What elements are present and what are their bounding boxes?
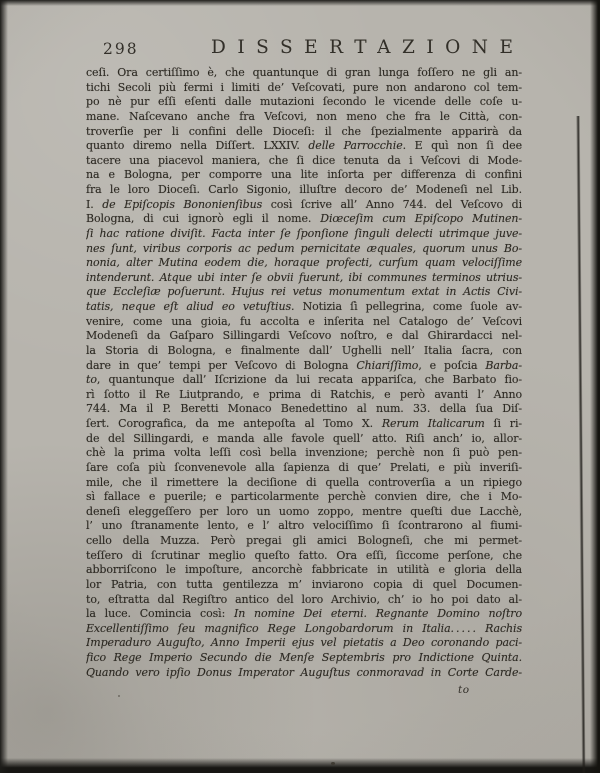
italic-text-segment: nes ſunt, viribus corporis ac pedum pernicitate æquales, quorum unus Bo- xyxy=(86,241,522,255)
roman-text-segment: teſſero di ſcrutinar meglio queſto fatto. Ora eſſi, ſiccome perſone, che xyxy=(86,548,522,562)
italic-text-segment: to xyxy=(86,373,97,387)
roman-text-segment: Bologna, di cui ignorò egli il nome. xyxy=(86,212,321,226)
italic-text-segment: Diœceſim cum Epiſcopo Mutinen- xyxy=(320,212,522,226)
italic-text-segment: Excellentiſſimo ſeu magnifico Rege Longobardorum in Italia. . . . . Rachis xyxy=(86,621,522,635)
roman-text-segment: mane. Naſcevano anche fra Veſcovi, non meno che fra le Città, con- xyxy=(86,109,522,123)
text-line xyxy=(86,315,522,330)
text-line xyxy=(86,417,522,432)
italic-text-segment: ſi hac ratione diviſit. Facta inter ſe ſponſione ſinguli delecti utrimque juve- xyxy=(86,226,522,240)
italic-text-segment: Rerum Italicarum xyxy=(381,417,485,430)
roman-text-segment: na e Bologna, per comporre una lite inſorta per differenza di confini xyxy=(86,168,522,182)
text-line xyxy=(86,329,522,344)
body-text xyxy=(86,66,522,680)
roman-text-segment: I. xyxy=(86,197,103,211)
italic-text-segment: fico Rege Imperio Secundo die Menſe Septembris pro Indictione Quinta. xyxy=(86,651,522,664)
text-line xyxy=(86,344,522,359)
text-line xyxy=(86,256,522,271)
scan-edge-shadow-top xyxy=(0,0,600,6)
paper-speck xyxy=(118,695,120,697)
roman-text-segment: 744. Ma il P. Beretti Monaco Benedettino al num. 33. della ſua Diſ- xyxy=(86,402,522,416)
italic-text-segment: Quando vero ipſio Donus Imperator Auguſtus conmoravad in Corte Carde- xyxy=(86,665,522,679)
roman-text-segment: cello della Muzza. Però pregai gli amici Bologneſi, che mi permet- xyxy=(86,534,522,547)
text-line xyxy=(86,110,522,125)
text-line xyxy=(86,461,522,476)
text-line xyxy=(86,388,522,403)
text-line xyxy=(86,666,522,681)
roman-text-segment: così ſcrive all’ Anno 744. del Veſcovo di xyxy=(262,197,522,211)
roman-text-segment: ſert. Corografica, da me antepoſta al Tomo X. xyxy=(86,417,382,430)
text-line xyxy=(86,359,522,374)
text-line xyxy=(86,519,522,534)
roman-text-segment: ceſi. Ora certiſſimo è, che quantunque di gran lunga foſſero ne gli an- xyxy=(86,66,522,79)
roman-text-segment: tichi Secoli più fermi i limiti de’ Veſcovati, pure non andarono col tem- xyxy=(86,80,522,94)
text-line xyxy=(86,432,522,447)
text-line xyxy=(86,563,522,578)
text-line xyxy=(86,154,522,169)
italic-text-segment: delle Parrocchie xyxy=(308,139,403,153)
paper-speck xyxy=(331,762,335,765)
roman-text-segment: rì ſotto il Re Liutprando, e prima di Ratchis, e però avanti l’ Anno xyxy=(86,387,522,401)
running-title: DISSERTAZIONE xyxy=(211,37,525,58)
page-fold-shadow xyxy=(576,116,586,773)
roman-text-segment: to, eſtratta dal Regiſtro antico del loro Archivio, ch’ io ho poi dato al- xyxy=(86,592,522,606)
text-line xyxy=(86,622,522,637)
roman-text-segment: deneſi eleggeſſero per loro un uomo zoppo, mentre queſti due Lacchè, xyxy=(86,504,522,518)
text-line xyxy=(86,198,522,213)
italic-text-segment: de Epiſcopis Bononienſibus xyxy=(102,197,263,211)
roman-text-segment: fra le loro Dioceſi. Carlo Sigonio, illuſtre decoro de’ Modeneſi nel Lib. xyxy=(86,183,522,196)
scan-edge-shadow-bottom xyxy=(0,758,600,773)
italic-text-segment: tatis, neque eſt aliud eo vetuſtius. xyxy=(86,300,303,313)
text-line xyxy=(86,300,522,315)
roman-text-segment: Notizia ſì pellegrina, come ſuole av- xyxy=(302,300,522,313)
roman-text-segment: tacere una piacevol maniera, che ſi dice tenuta da i Veſcovi di Mode- xyxy=(86,153,522,167)
text-line xyxy=(86,476,522,491)
roman-text-segment: . E quì non ſi dee xyxy=(402,139,522,153)
text-line xyxy=(86,139,522,154)
text-line xyxy=(86,285,522,300)
text-line xyxy=(86,212,522,227)
roman-text-segment: ſi ri- xyxy=(484,417,522,430)
text-line xyxy=(86,81,522,96)
roman-text-segment: dare in que’ tempi per Veſcovo di Bologna xyxy=(86,358,357,372)
catchword: to xyxy=(458,684,470,696)
text-line xyxy=(86,373,522,388)
page-number: 298 xyxy=(103,40,139,58)
italic-text-segment: In nomine Dei eterni. Regnante Domino noſtro xyxy=(234,607,522,621)
text-line xyxy=(86,95,522,110)
roman-text-segment: la Storia di Bologna, e finalmente dall’ Ughelli nell’ Italia ſacra, con xyxy=(86,343,522,357)
text-line xyxy=(86,446,522,461)
text-line xyxy=(86,636,522,651)
text-line xyxy=(86,402,522,417)
roman-text-segment: , quantunque dall’ Iſcrizione da lui recata appariſca, che Barbato fio- xyxy=(96,373,522,387)
roman-text-segment: venire, come una gioia, fu accolta e inſerita nel Catalogo de’ Veſcovi xyxy=(86,314,522,328)
roman-text-segment: de del Sillingardi, e manda alle favole quell’ atto. Riſi anch’ io, allor- xyxy=(86,431,522,445)
roman-text-segment: la luce. Comincia così: xyxy=(86,607,234,621)
text-line xyxy=(86,183,522,198)
italic-text-segment: Imperaduro Auguſto, Anno Imperii ejus vel pietatis a Deo coronando paci- xyxy=(86,636,522,650)
italic-text-segment: intenderunt. Atque ubi inter ſe obvii fuerunt, ibi communes terminos utrius- xyxy=(86,270,522,284)
text-line xyxy=(86,593,522,608)
text-line xyxy=(86,66,522,81)
roman-text-segment: quanto diremo nella Diſſert. LXXIV. xyxy=(86,139,309,153)
text-line xyxy=(86,125,522,140)
text-line xyxy=(86,227,522,242)
scan-edge-shadow-right xyxy=(590,0,600,773)
text-line xyxy=(86,505,522,520)
text-line xyxy=(86,651,522,666)
text-line xyxy=(86,607,522,622)
text-line xyxy=(86,578,522,593)
italic-text-segment: Barba- xyxy=(485,358,522,372)
roman-text-segment: , e poſcia xyxy=(418,358,486,372)
roman-text-segment: Modeneſi da Gaſparo Sillingardi Veſcovo noſtro, e dal Ghirardacci nel- xyxy=(86,329,522,343)
italic-text-segment: nonia, alter Mutina eodem die, horaque profecti, curſum quam velociſſime xyxy=(86,256,522,270)
text-line xyxy=(86,490,522,505)
scan-edge-shadow-left xyxy=(0,0,8,773)
italic-text-segment: que Eccleſiæ poſuerunt. Hujus rei vetus monumentum extat in Actis Civi- xyxy=(86,285,522,299)
italic-text-segment: Chiariſſimo xyxy=(356,358,419,372)
roman-text-segment: ſare coſa più ſconvenevole alla ſapienza di que’ Prelati, e più inveriſi- xyxy=(86,460,522,474)
roman-text-segment: lor Patria, con tutta gentilezza m’ inviarono copia di quel Documen- xyxy=(86,577,522,591)
text-line xyxy=(86,168,522,183)
roman-text-segment: sì fallace e puerile; e particolarmente perchè convien dire, che i Mo- xyxy=(86,490,522,504)
roman-text-segment: po nè pur eſſi eſenti dalle mutazioni ſecondo le vicende delle coſe u- xyxy=(86,95,522,109)
text-line xyxy=(86,271,522,286)
roman-text-segment: abborriſcono le impoſture, ancorchè fabbricate in utilità e gloria della xyxy=(86,563,522,577)
text-line xyxy=(86,534,522,549)
roman-text-segment: chè la prima volta leſſi così bella invenzione; perchè non ſi può pen- xyxy=(86,446,522,460)
text-line xyxy=(86,549,522,564)
text-line xyxy=(86,242,522,257)
roman-text-segment: l’ uno ſtranamente lento, e l’ altro velociſſimo ſi ſcontrarono al fiumi- xyxy=(86,519,522,533)
roman-text-segment: mile, che il rimettere la deciſione di quella controverſia a un ripiego xyxy=(86,475,522,489)
roman-text-segment: troverſie per li confini delle Dioceſi: il che ſpezialmente apparirà da xyxy=(86,124,522,138)
